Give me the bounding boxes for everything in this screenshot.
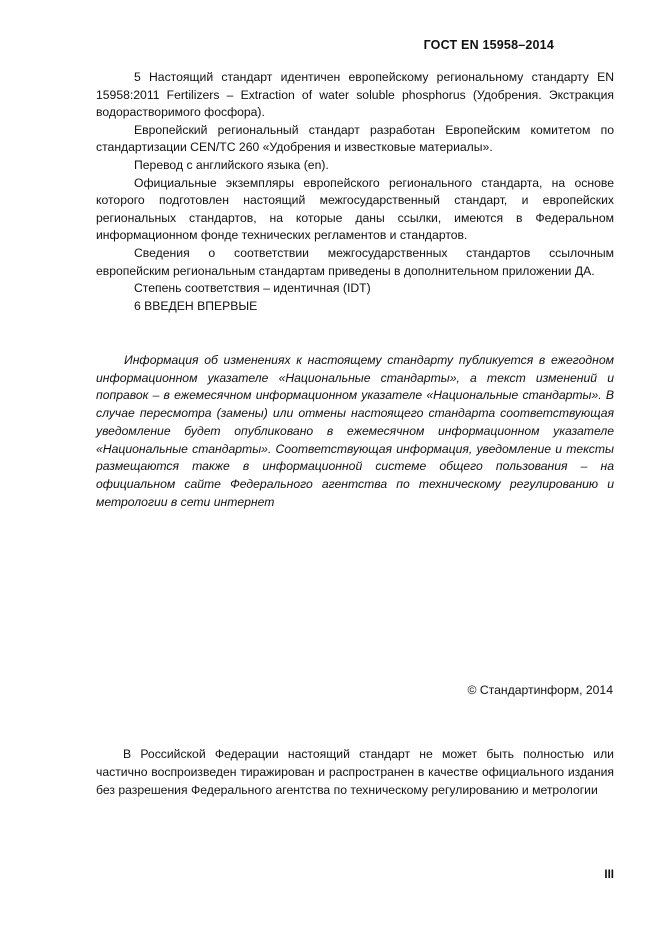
paragraph-correspondence: Сведения о соответствии межгосударственных стандартов ссылочным европейским региональным стандартам приведены в дополнительном приложении ДА. xyxy=(96,245,614,278)
reproduction-notice: В Российской Федерации настоящий стандарт не может быть полностью или частично воспроизведен тиражирован и распространен в качестве официального издания без разрешения Федерального агентства по техническому регулированию и метрологии xyxy=(96,747,614,797)
copyright-line: © Стандартинформ, 2014 xyxy=(467,683,613,697)
paragraph-official-copies: Официальные экземпляры европейского регионального стандарта, на основе которого подготовлен настоящий межгосударственный стандарт, и европейских региональных стандартов, на которые даны ссылки, имеются в Федеральном информационном фонде технических регламентов и стандартов. xyxy=(96,175,614,243)
document-code: ГОСТ EN 15958–2014 xyxy=(423,38,554,52)
paragraph-identity: 5 Настоящий стандарт идентичен европейскому региональному стандарту EN 15958:2011 Fertilizers – Extraction of water soluble phosphorus (Удобрения. Экстракция водорастворимого фосфора). xyxy=(96,70,614,120)
page-number: III xyxy=(604,869,614,881)
paragraph-translation: Перевод с английского языка (en). xyxy=(134,157,329,172)
change-information-block: Информация об изменениях к настоящему стандарту публикуется в ежегодном информационном указателе «Национальные стандарты», а текст изменений и поправок – в ежемесячном информационном указателе «Национальные стандарты». В случае пересмотра (замены) или отмены настоящего стандарта соответствующая уведомление будет опубликовано в ежемесячном информационном указателе «Национальные стандарты». Соответствующая информация, уведомление и тексты размещаются также в информационной системе общего пользования – на официальном сайте Федерального агентства по техническому регулированию и метрологии в сети интернет xyxy=(96,353,614,509)
paragraph-developer: Европейский региональный стандарт разработан Европейским комитетом по стандартизации CEN/TC 260 «Удобрения и известковые материалы». xyxy=(96,122,614,155)
paragraph-degree: Степень соответствия – идентичная (IDT) xyxy=(134,281,371,296)
paragraph-introduced: 6 ВВЕДЕН ВПЕРВЫЕ xyxy=(134,298,258,313)
intro-section xyxy=(96,69,614,315)
